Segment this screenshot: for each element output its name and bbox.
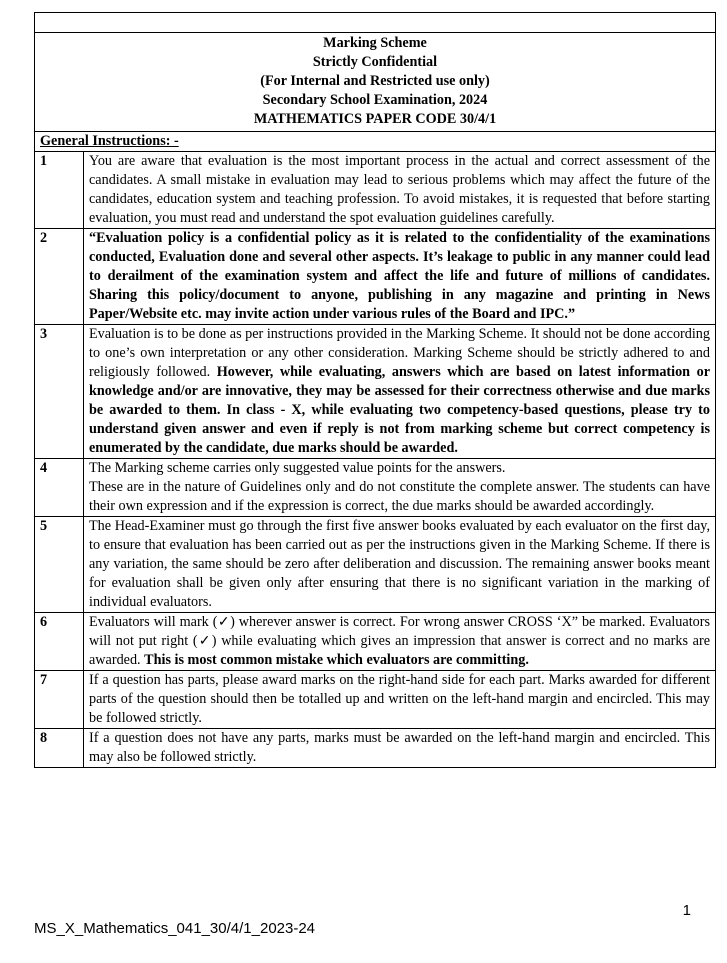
- instruction-row-6: [35, 613, 716, 671]
- header-line-5: MATHEMATICS PAPER CODE 30/4/1: [253, 111, 497, 127]
- header-line-3: (For Internal and Restricted use only): [260, 73, 490, 89]
- document-footer: MS_X_Mathematics_041_30/4/1_2023-24: [34, 920, 316, 937]
- instruction-2-bold-text: “Evaluation policy is a confidential policy as it is related to the confidentiality of the examinations conducted, Evaluation done and several other aspects. It’s leakage to public in any manner could lead to derailment of the examination system and affect the life and future of millions of candidates. Sharing this policy/document to anyone, publishing in any magazine and printing in News Paper/Website etc. may invite action under various rules of the Board and IPC.”: [89, 230, 710, 322]
- instruction-row-1: [35, 152, 716, 229]
- instruction-row-7: [35, 671, 716, 729]
- instruction-4-line-1: The Marking scheme carries only suggested value points for the answers.: [89, 460, 506, 476]
- instruction-row-5: [35, 517, 716, 613]
- instruction-number: 7: [35, 671, 84, 729]
- instruction-8-text: If a question does not have any parts, marks must be awarded on the left-hand margin and encircled. This may also be followed strictly.: [89, 730, 710, 765]
- instructions-table: [34, 12, 716, 768]
- instruction-3-bold-text: However, while evaluating, answers which are based on latest information or knowledge and/or are innovative, they may be assessed for their correctness otherwise and due marks be awarded to them. In class - X, while evaluating two competency-based questions, please try to understand given answer and even if reply is not from marking scheme but correct competency is enumerated by the candidate, due marks should be awarded.: [89, 364, 710, 456]
- instruction-number: 8: [35, 729, 84, 768]
- instruction-6-text: Evaluators will mark (✓) wherever answer is correct. For wrong answer CROSS ‘X” be marked. Evaluators will not put right (✓) while evaluating which gives an impression that answer is correct and no marks are awarded.: [89, 614, 710, 668]
- instruction-number: 4: [35, 459, 84, 517]
- instruction-row-2: [35, 229, 716, 325]
- instruction-text: [84, 152, 716, 229]
- instruction-text: [84, 613, 716, 671]
- blank-row: [35, 13, 716, 33]
- instruction-row-3: [35, 325, 716, 459]
- header-cell: [35, 33, 716, 132]
- instruction-7-text: If a question has parts, please award marks on the right-hand side for each part. Marks awarded for different parts of the question should then be totalled up and written on the left-hand margin and encircled. This may be followed strictly.: [89, 672, 710, 726]
- instruction-5-text: The Head-Examiner must go through the first five answer books evaluated by each evaluator on the first day, to ensure that evaluation has been carried out as per the instructions given in the Marking Scheme. If there is any variation, the same should be zero after deliberation and discussion. The remaining answer books meant for evaluation shall be given only after ensuring that there is no significant variation in the marking of individual evaluators.: [89, 518, 710, 610]
- instruction-row-8: [35, 729, 716, 768]
- instruction-number: 1: [35, 152, 84, 229]
- instruction-text: [84, 325, 716, 459]
- instruction-number: 5: [35, 517, 84, 613]
- instruction-number: 3: [35, 325, 84, 459]
- instruction-text: [84, 517, 716, 613]
- instruction-text: [84, 671, 716, 729]
- instruction-text: [84, 729, 716, 768]
- header-line-2: Strictly Confidential: [312, 54, 438, 70]
- instruction-text: [84, 229, 716, 325]
- instruction-1-text: You are aware that evaluation is the most important process in the actual and correct assessment of the candidates. A small mistake in evaluation may lead to serious problems which may affect the future of the candidates, education system and teaching profession. To avoid mistakes, it is requested that before starting evaluation, you must read and understand the spot evaluation guidelines carefully.: [89, 153, 710, 226]
- instruction-3-text: Evaluation is to be done as per instructions provided in the Marking Scheme. It should not be done according to one’s own interpretation or any other consideration. Marking Scheme should be strictly adhered to and religiously followed.: [89, 326, 710, 380]
- header-line-1: Marking Scheme: [323, 35, 427, 51]
- general-instructions-label: General Instructions: -: [35, 132, 716, 152]
- instruction-row-4: [35, 459, 716, 517]
- page-number: 1: [682, 902, 691, 919]
- instruction-text: [84, 459, 716, 517]
- header-line-4: Secondary School Examination, 2024: [262, 92, 488, 108]
- instruction-number: 6: [35, 613, 84, 671]
- header-row: [35, 33, 716, 132]
- instruction-4-text: These are in the nature of Guidelines only and do not constitute the complete answer. The students can have their own expression and if the expression is correct, the due marks should be awarded accordingly.: [89, 479, 710, 514]
- general-instructions-row: [35, 132, 716, 152]
- instruction-number: 2: [35, 229, 84, 325]
- instruction-6-bold-text: This is most common mistake which evaluators are committing.: [144, 652, 529, 668]
